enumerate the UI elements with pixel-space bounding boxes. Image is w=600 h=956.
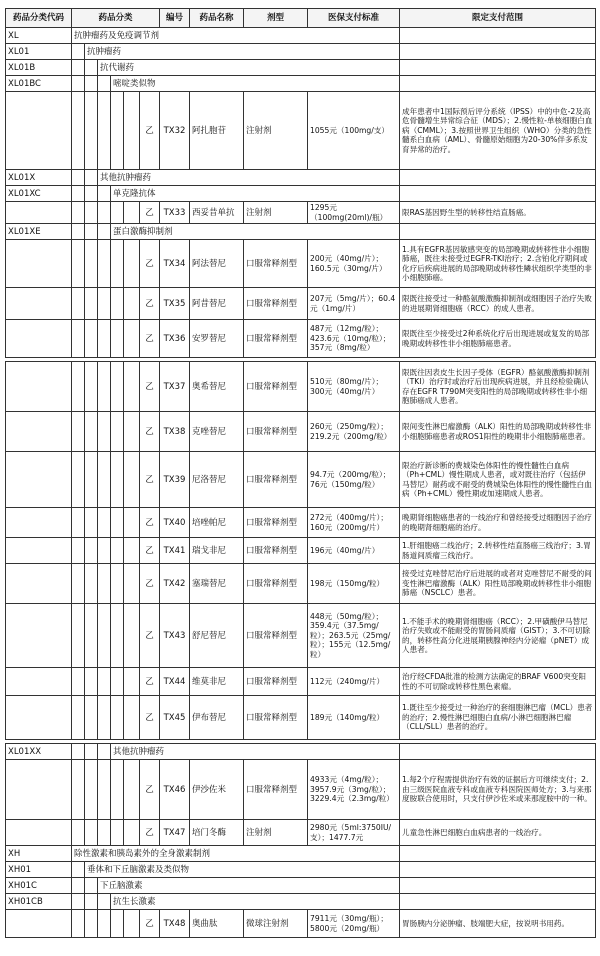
drug-form: 注射剂 — [244, 202, 308, 224]
drug-row — [6, 820, 596, 846]
category-code: XL — [6, 28, 72, 44]
drug-std: 510元（80mg/片）；300元（40mg/片） — [308, 362, 400, 412]
drug-scope: 限间变性淋巴瘤激酶（ALK）阳性的局部晚期或转移性非小细胞肺癌患者或ROS1阳性的晚期非小细胞肺癌患者。 — [400, 412, 596, 452]
category-row — [6, 186, 596, 202]
category-code: XL01XE — [6, 224, 72, 240]
drug-number: TX47 — [160, 820, 190, 846]
category-row — [6, 846, 596, 862]
drug-class: 乙 — [140, 760, 160, 820]
drug-class: 乙 — [140, 92, 160, 170]
drug-std: 4933元（4mg/粒）；3957.9元（3mg/粒）；3229.4元（2.3mg/粒） — [308, 760, 400, 820]
category-row — [6, 894, 596, 910]
drug-std: 94.7元（200mg/粒）；76元（150mg/粒） — [308, 452, 400, 508]
category-code: XL01XC — [6, 186, 72, 202]
drug-scope: 晚期肾细胞癌患者的一线治疗和曾经接受过细胞因子治疗的晚期肾细胞癌的治疗。 — [400, 508, 596, 538]
category-name: 下丘脑激素 — [98, 878, 400, 894]
drug-row — [6, 240, 596, 288]
drug-number: TX33 — [160, 202, 190, 224]
drug-number: TX39 — [160, 452, 190, 508]
drug-class: 乙 — [140, 202, 160, 224]
drug-form: 口服常释剂型 — [244, 240, 308, 288]
drug-scope: 1.不能手术的晚期肾细胞癌（RCC）；2.甲磺酸伊马替尼治疗失败或不能耐受的胃肠间质瘤（GIST）；3.不可切除的，转移性高分化进展期胰腺神经内分泌瘤（pNET）成人患者。 — [400, 604, 596, 668]
category-row — [6, 744, 596, 760]
drug-class: 乙 — [140, 696, 160, 740]
drug-form: 口服常释剂型 — [244, 288, 308, 320]
drug-name: 奥希替尼 — [190, 362, 244, 412]
header-drug-name: 药品名称 — [190, 9, 244, 28]
drug-list-table — [5, 8, 596, 938]
category-name: 单克隆抗体 — [111, 186, 400, 202]
category-name: 垂体和下丘脑激素及类似物 — [85, 862, 400, 878]
drug-form: 口服常释剂型 — [244, 362, 308, 412]
category-name: 抗生长激素 — [111, 894, 400, 910]
drug-row — [6, 362, 596, 412]
drug-number: TX37 — [160, 362, 190, 412]
drug-name: 塞瑞替尼 — [190, 564, 244, 604]
drug-scope: 1.每2个疗程需提供治疗有效的证据后方可继续支付；2.由三级医院血液专科或血液专科医院医师处方；3.与来那度胺联合使用时，只支付伊沙佐米或来那度胺中的一种。 — [400, 760, 596, 820]
drug-form: 微球注射剂 — [244, 910, 308, 938]
drug-row — [6, 564, 596, 604]
drug-class: 乙 — [140, 668, 160, 696]
category-row — [6, 28, 596, 44]
header-category: 药品分类 — [72, 9, 160, 28]
drug-row — [6, 604, 596, 668]
drug-form: 注射剂 — [244, 92, 308, 170]
drug-row — [6, 696, 596, 740]
drug-std: 448元（50mg/粒）；359.4元（37.5mg/粒）；263.5元（25mg/粒）；155元（12.5mg/粒） — [308, 604, 400, 668]
category-code: XL01BC — [6, 76, 72, 92]
category-row — [6, 44, 596, 60]
drug-class: 乙 — [140, 604, 160, 668]
drug-form: 口服常释剂型 — [244, 452, 308, 508]
category-row — [6, 862, 596, 878]
drug-std: 260元（250mg/粒）；219.2元（200mg/粒） — [308, 412, 400, 452]
header-number: 编号 — [160, 9, 190, 28]
drug-class: 乙 — [140, 820, 160, 846]
drug-std: 198元（150mg/粒） — [308, 564, 400, 604]
header-restriction: 限定支付范围 — [400, 9, 596, 28]
drug-scope: 限既往至少接受过2种系统化疗后出现进展或复发的局部晚期或转移性非小细胞肺癌患者。 — [400, 320, 596, 358]
drug-class: 乙 — [140, 362, 160, 412]
header-row — [6, 9, 596, 28]
drug-class: 乙 — [140, 240, 160, 288]
drug-row — [6, 202, 596, 224]
drug-name: 培门冬酶 — [190, 820, 244, 846]
drug-scope: 限治疗新诊断的费城染色体阳性的慢性髓性白血病（Ph+CML）慢性期成人患者，或对既往治疗（包括伊马替尼）耐药或不耐受的费城染色体阳性的慢性髓性白血病（Ph+CML）慢性期或加速期成人患者。 — [400, 452, 596, 508]
category-name: 抗代谢药 — [98, 60, 400, 76]
drug-number: TX32 — [160, 92, 190, 170]
drug-name: 西妥昔单抗 — [190, 202, 244, 224]
drug-form: 口服常释剂型 — [244, 668, 308, 696]
drug-row — [6, 320, 596, 358]
drug-number: TX34 — [160, 240, 190, 288]
drug-number: TX41 — [160, 538, 190, 564]
drug-number: TX44 — [160, 668, 190, 696]
category-row — [6, 170, 596, 186]
category-name: 蛋白激酶抑制剂 — [111, 224, 400, 240]
category-row — [6, 76, 596, 92]
drug-number: TX45 — [160, 696, 190, 740]
drug-form: 口服常释剂型 — [244, 538, 308, 564]
drug-row — [6, 910, 596, 938]
drug-name: 阿法替尼 — [190, 240, 244, 288]
drug-class: 乙 — [140, 412, 160, 452]
drug-name: 阿扎胞苷 — [190, 92, 244, 170]
drug-class: 乙 — [140, 452, 160, 508]
category-row — [6, 224, 596, 240]
drug-scope: 1.肝细胞癌二线治疗；2.转移性结直肠癌三线治疗；3.胃肠道间质瘤三线治疗。 — [400, 538, 596, 564]
category-code: XH01 — [6, 862, 72, 878]
drug-number: TX40 — [160, 508, 190, 538]
drug-class: 乙 — [140, 538, 160, 564]
drug-form: 口服常释剂型 — [244, 320, 308, 358]
drug-form: 口服常释剂型 — [244, 604, 308, 668]
drug-row — [6, 452, 596, 508]
drug-class: 乙 — [140, 288, 160, 320]
drug-std: 189元（140mg/粒） — [308, 696, 400, 740]
category-name: 抗肿瘤药 — [85, 44, 400, 60]
header-dosage-form: 剂型 — [244, 9, 308, 28]
drug-scope: 成年患者中1国际预后评分系统（IPSS）中的中危-2及高危骨髓增生异常综合征（MDS）；2.慢性粒-单核细胞白血病（CMML）；3.按照世界卫生组织（WHO）分类的急性髓系白血病（AML）、骨髓原始细胞为20-30%伴多系发育异常的治疗。 — [400, 92, 596, 170]
drug-std: 2980元（5ml:3750IU/支）；1477.7元 — [308, 820, 400, 846]
category-code: XL01XX — [6, 744, 72, 760]
category-name: 抗肿瘤药及免疫调节剂 — [72, 28, 400, 44]
drug-std: 272元（400mg/片）；160元（200mg/片） — [308, 508, 400, 538]
drug-form: 注射剂 — [244, 820, 308, 846]
category-row — [6, 60, 596, 76]
drug-name: 阿昔替尼 — [190, 288, 244, 320]
drug-scope: 1.具有EGFR基因敏感突变的局部晚期或转移性非小细胞肺癌，既往未接受过EGFR-TKI治疗；2.含铂化疗期间或化疗后疾病进展的局部晚期或转移性鳞状组织学类型的非小细胞肺癌。 — [400, 240, 596, 288]
drug-name: 安罗替尼 — [190, 320, 244, 358]
drug-std: 7911元（30mg/瓶）；5800元（20mg/瓶） — [308, 910, 400, 938]
category-code: XH01CB — [6, 894, 72, 910]
drug-form: 口服常释剂型 — [244, 696, 308, 740]
drug-number: TX38 — [160, 412, 190, 452]
drug-class: 乙 — [140, 320, 160, 358]
drug-scope: 1.既往至少接受过一种治疗的套细胞淋巴瘤（MCL）患者的治疗；2.慢性淋巴细胞白血病/小淋巴细胞淋巴瘤（CLL/SLL）患者的治疗。 — [400, 696, 596, 740]
drug-name: 尼洛替尼 — [190, 452, 244, 508]
drug-class: 乙 — [140, 910, 160, 938]
drug-scope: 治疗经CFDA批准的检测方法确定的BRAF V600突变阳性的不可切除或转移性黑色素瘤。 — [400, 668, 596, 696]
drug-name: 维莫非尼 — [190, 668, 244, 696]
drug-number: TX36 — [160, 320, 190, 358]
drug-name: 奥曲肽 — [190, 910, 244, 938]
category-name: 嘧啶类似物 — [111, 76, 400, 92]
category-code: XL01X — [6, 170, 72, 186]
drug-number: TX42 — [160, 564, 190, 604]
category-name: 其他抗肿瘤药 — [98, 170, 400, 186]
category-code: XH — [6, 846, 72, 862]
drug-name: 培唑帕尼 — [190, 508, 244, 538]
drug-row — [6, 668, 596, 696]
drug-form: 口服常释剂型 — [244, 760, 308, 820]
drug-scope: 限既往因表皮生长因子受体（EGFR）酪氨酸激酶抑制剂（TKI）治疗时或治疗后出现疾病进展，并且经检验确认存在EGFR T790M突变阳性的局部晚期或转移性非小细胞肺癌成人患者。 — [400, 362, 596, 412]
category-name: 除性激素和胰岛素外的全身激素制剂 — [72, 846, 400, 862]
drug-row — [6, 760, 596, 820]
drug-name: 舒尼替尼 — [190, 604, 244, 668]
drug-std: 207元（5mg/片）；60.4元（1mg/片） — [308, 288, 400, 320]
drug-class: 乙 — [140, 508, 160, 538]
category-code: XL01B — [6, 60, 72, 76]
drug-row — [6, 508, 596, 538]
drug-number: TX46 — [160, 760, 190, 820]
category-code: XH01C — [6, 878, 72, 894]
drug-name: 瑞戈非尼 — [190, 538, 244, 564]
drug-number: TX48 — [160, 910, 190, 938]
category-name: 其他抗肿瘤药 — [111, 744, 400, 760]
header-code: 药品分类代码 — [6, 9, 72, 28]
drug-scope: 限既往接受过一种酪氨酸激酶抑制剂或细胞因子治疗失败的进展期肾细胞癌（RCC）的成人患者。 — [400, 288, 596, 320]
drug-number: TX43 — [160, 604, 190, 668]
drug-scope: 接受过克唑替尼治疗后进展的或者对克唑替尼不耐受的间变性淋巴瘤激酶（ALK）阳性局部晚期或转移性非小细胞肺癌（NSCLC）患者。 — [400, 564, 596, 604]
drug-form: 口服常释剂型 — [244, 412, 308, 452]
drug-row — [6, 92, 596, 170]
drug-scope: 胃肠胰内分泌肿瘤、肢端肥大症，按说明书用药。 — [400, 910, 596, 938]
category-row — [6, 878, 596, 894]
drug-row — [6, 538, 596, 564]
drug-class: 乙 — [140, 564, 160, 604]
drug-scope: 儿童急性淋巴细胞白血病患者的一线治疗。 — [400, 820, 596, 846]
drug-name: 伊布替尼 — [190, 696, 244, 740]
top-cut-margin — [0, 0, 600, 8]
drug-std: 200元（40mg/片）；160.5元（30mg/片） — [308, 240, 400, 288]
drug-form: 口服常释剂型 — [244, 564, 308, 604]
drug-std: 1055元（100mg/支） — [308, 92, 400, 170]
drug-form: 口服常释剂型 — [244, 508, 308, 538]
header-payment-standard: 医保支付标准 — [308, 9, 400, 28]
drug-name: 克唑替尼 — [190, 412, 244, 452]
drug-std: 112元（240mg/片） — [308, 668, 400, 696]
category-code: XL01 — [6, 44, 72, 60]
drug-scope: 限RAS基因野生型的转移性结直肠癌。 — [400, 202, 596, 224]
drug-std: 1295元（100mg(20ml)/瓶） — [308, 202, 400, 224]
drug-number: TX35 — [160, 288, 190, 320]
drug-row — [6, 412, 596, 452]
drug-std: 487元（12mg/粒）；423.6元（10mg/粒）；357元（8mg/粒） — [308, 320, 400, 358]
drug-name: 伊沙佐米 — [190, 760, 244, 820]
drug-std: 196元（40mg/片） — [308, 538, 400, 564]
drug-row — [6, 288, 596, 320]
